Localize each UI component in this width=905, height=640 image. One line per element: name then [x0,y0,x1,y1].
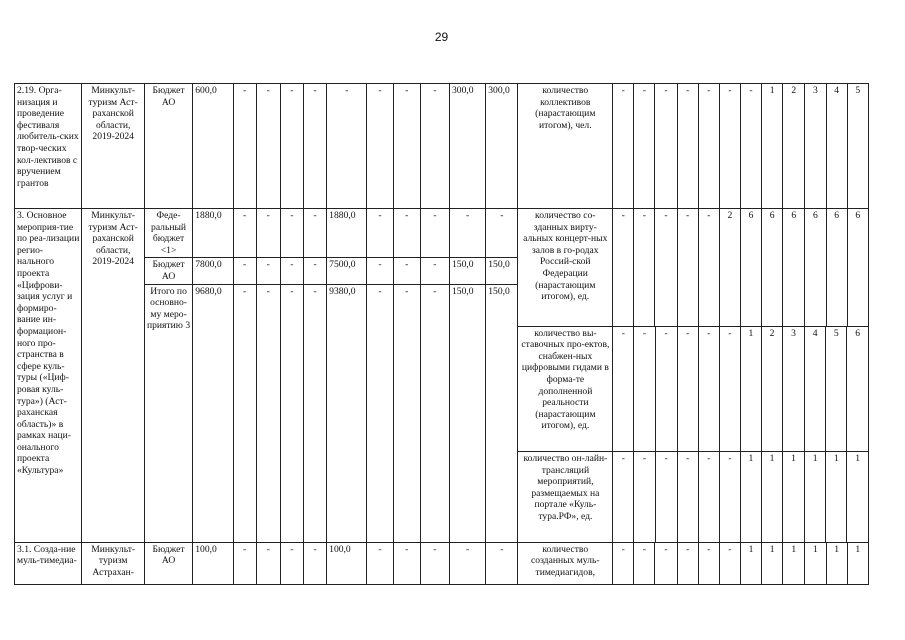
value-cell: 1 [847,452,868,542]
amount-cell: - [367,209,393,258]
funding-source-cell: Итого по основно-му меро-приятию 3 [144,284,192,542]
program-activities-table [14,83,869,585]
value-cell: 6 [805,209,826,327]
value-cell: 1 [740,327,761,452]
value-cell: - [655,327,677,452]
page-number: 29 [434,30,449,44]
value-cell: 1 [740,452,761,542]
value-cell: - [634,209,655,327]
value-cell: - [740,84,761,209]
value-cell: - [613,542,634,584]
value-cell: - [613,84,634,209]
activity-name: 3. Основное мероприя-тие по реа-лизации регио-нального проекта «Цифрови-зация услуг и формиро-вание ин-формацион-ного про-странства в сфере куль-туры («Циф-ровая куль-тура») (Аст-раханская область)» в рамках наци-онального проекта «Культура» [15,209,82,543]
value-cell: - [698,542,719,584]
value-cell: - [677,84,698,209]
amount-cell: - [367,284,393,542]
amount-cell: - [367,258,393,284]
amount-cell: 1880,0 [193,209,233,258]
value-cell: 1 [761,452,782,542]
value-cell: - [677,209,698,327]
executor-cell: Минкульт-туризм Астрахан- [82,542,144,584]
amount-cell: 150,0 [449,258,485,284]
table-row [518,327,868,452]
indicator-cell: количество со-зданных вирту-альных концерт-ных залов в го-родах Россий-ской Федерации (нарастающим итогом), ед. [518,209,613,327]
value-cell: 4 [805,327,826,452]
amount-cell: 7800,0 [193,258,233,284]
amount-cell: - [233,84,256,209]
amount-cell: - [420,258,449,284]
value-cell: - [634,327,655,452]
amount-cell: 150,0 [449,284,485,542]
amount-cell: - [280,284,303,542]
amount-cell: - [367,84,393,209]
value-cell: 5 [847,84,868,209]
value-cell: 1 [805,542,826,584]
amount-cell: - [233,258,256,284]
executor-cell: Минкульт-туризм Аст-раханской области, 2019-2024 [82,84,144,209]
amount-cell: - [486,209,518,258]
value-cell: - [655,542,677,584]
amount-cell: - [233,209,256,258]
amount-cell: 300,0 [449,84,485,209]
amount-cell: - [256,284,280,542]
amount-cell: - [280,84,303,209]
value-cell: - [677,542,698,584]
amount-cell: - [486,542,518,584]
indicators-stack [518,326,869,542]
amount-cell: 300,0 [486,84,518,209]
value-cell: 1 [740,542,761,584]
amount-cell: - [256,84,280,209]
value-cell: 2 [761,327,782,452]
indicator-cell: количество коллективов (нарастающим итогом), чел. [518,84,613,209]
amount-cell: - [420,284,449,542]
funding-source-cell: Бюджет АО [144,258,192,284]
funding-source-cell: Бюджет АО [144,542,192,584]
indicator-cell: количество он-лайн-трансляций мероприятий, размещаемых на портале «Куль-тура.РФ», ед. [518,452,612,542]
value-cell: - [677,327,698,452]
amount-cell: - [420,84,449,209]
value-cell: - [613,209,634,327]
value-cell: - [677,452,698,542]
amount-cell: - [393,542,420,584]
value-cell: 3 [783,327,805,452]
amount-cell: - [393,84,420,209]
value-cell: - [634,84,655,209]
amount-cell: - [327,84,367,209]
amount-cell: - [256,542,280,584]
amount-cell: 7500,0 [327,258,367,284]
value-cell: - [634,452,655,542]
value-cell: - [698,209,719,327]
value-cell: - [698,452,719,542]
amount-cell: - [233,542,256,584]
value-cell: - [655,84,677,209]
amount-cell: 150,0 [486,258,518,284]
value-cell: 3 [805,84,826,209]
amount-cell: - [303,258,326,284]
amount-cell: - [280,258,303,284]
amount-cell: 100,0 [327,542,367,584]
value-cell: 6 [826,209,847,327]
table-row [15,209,869,258]
amount-cell: - [367,542,393,584]
table-row [15,542,869,584]
amount-cell: - [280,542,303,584]
amount-cell: - [393,209,420,258]
amount-cell: - [303,84,326,209]
value-cell: 6 [847,209,868,327]
amount-cell: - [303,542,326,584]
amount-cell: - [280,209,303,258]
value-cell: 5 [826,327,847,452]
value-cell: 6 [783,209,805,327]
value-cell: 1 [762,84,783,209]
amount-cell: - [256,209,280,258]
amount-cell: 150,0 [486,284,518,542]
amount-cell: - [449,209,485,258]
funding-source-cell: Феде-ральный бюджет <1> [144,209,192,258]
amount-cell: 9680,0 [193,284,233,542]
value-cell: - [634,542,655,584]
amount-cell: - [256,258,280,284]
value-cell: - [613,452,634,542]
value-cell: - [719,542,740,584]
amount-cell: - [420,542,449,584]
funding-source-cell: Бюджет АО [144,84,192,209]
indicator-cell: количество созданных муль-тимедиагидов, [518,542,613,584]
value-cell: - [698,84,719,209]
value-cell: 2 [719,209,740,327]
amount-cell: - [393,258,420,284]
value-cell: - [719,327,740,452]
value-cell: 1 [826,452,847,542]
value-cell: 2 [783,84,805,209]
amount-cell: - [303,284,326,542]
amount-cell: 9380,0 [327,284,367,542]
value-cell: 1 [783,542,805,584]
amount-cell: 100,0 [193,542,233,584]
activity-name: 3.1. Созда-ние муль-тимедиа- [15,542,82,584]
value-cell: - [655,452,677,542]
table-row [15,84,869,209]
indicator-cell: количество вы-ставочных про-ектов, снабжен-ных цифровыми гидами в форма-те дополненной реальности (нарастающим итогом), ед. [518,327,612,452]
amount-cell: - [303,209,326,258]
value-cell: 6 [740,209,761,327]
amount-cell: 1880,0 [327,209,367,258]
value-cell: 1 [805,452,826,542]
table-row [518,452,868,542]
amount-cell: - [233,284,256,542]
value-cell: 4 [826,84,847,209]
value-cell: - [613,327,634,452]
value-cell: 6 [762,209,783,327]
value-cell: 1 [826,542,847,584]
value-cell: - [719,84,740,209]
amount-cell: - [420,209,449,258]
amount-cell: - [393,284,420,542]
amount-cell: 600,0 [193,84,233,209]
value-cell: 6 [847,327,868,452]
value-cell: 1 [783,452,805,542]
value-cell: - [655,209,677,327]
value-cell: 1 [762,542,783,584]
indicators-subtable [518,327,868,542]
value-cell: - [719,452,740,542]
value-cell: - [698,327,719,452]
value-cell: 1 [847,542,868,584]
amount-cell: - [449,542,485,584]
executor-cell: Минкульт-туризм Аст-раханской области, 2019-2024 [82,209,144,543]
activity-name: 2.19. Орга-низация и проведение фестиваля любитель-ских твор-ческих кол-лективов с вручением грантов [15,84,82,209]
